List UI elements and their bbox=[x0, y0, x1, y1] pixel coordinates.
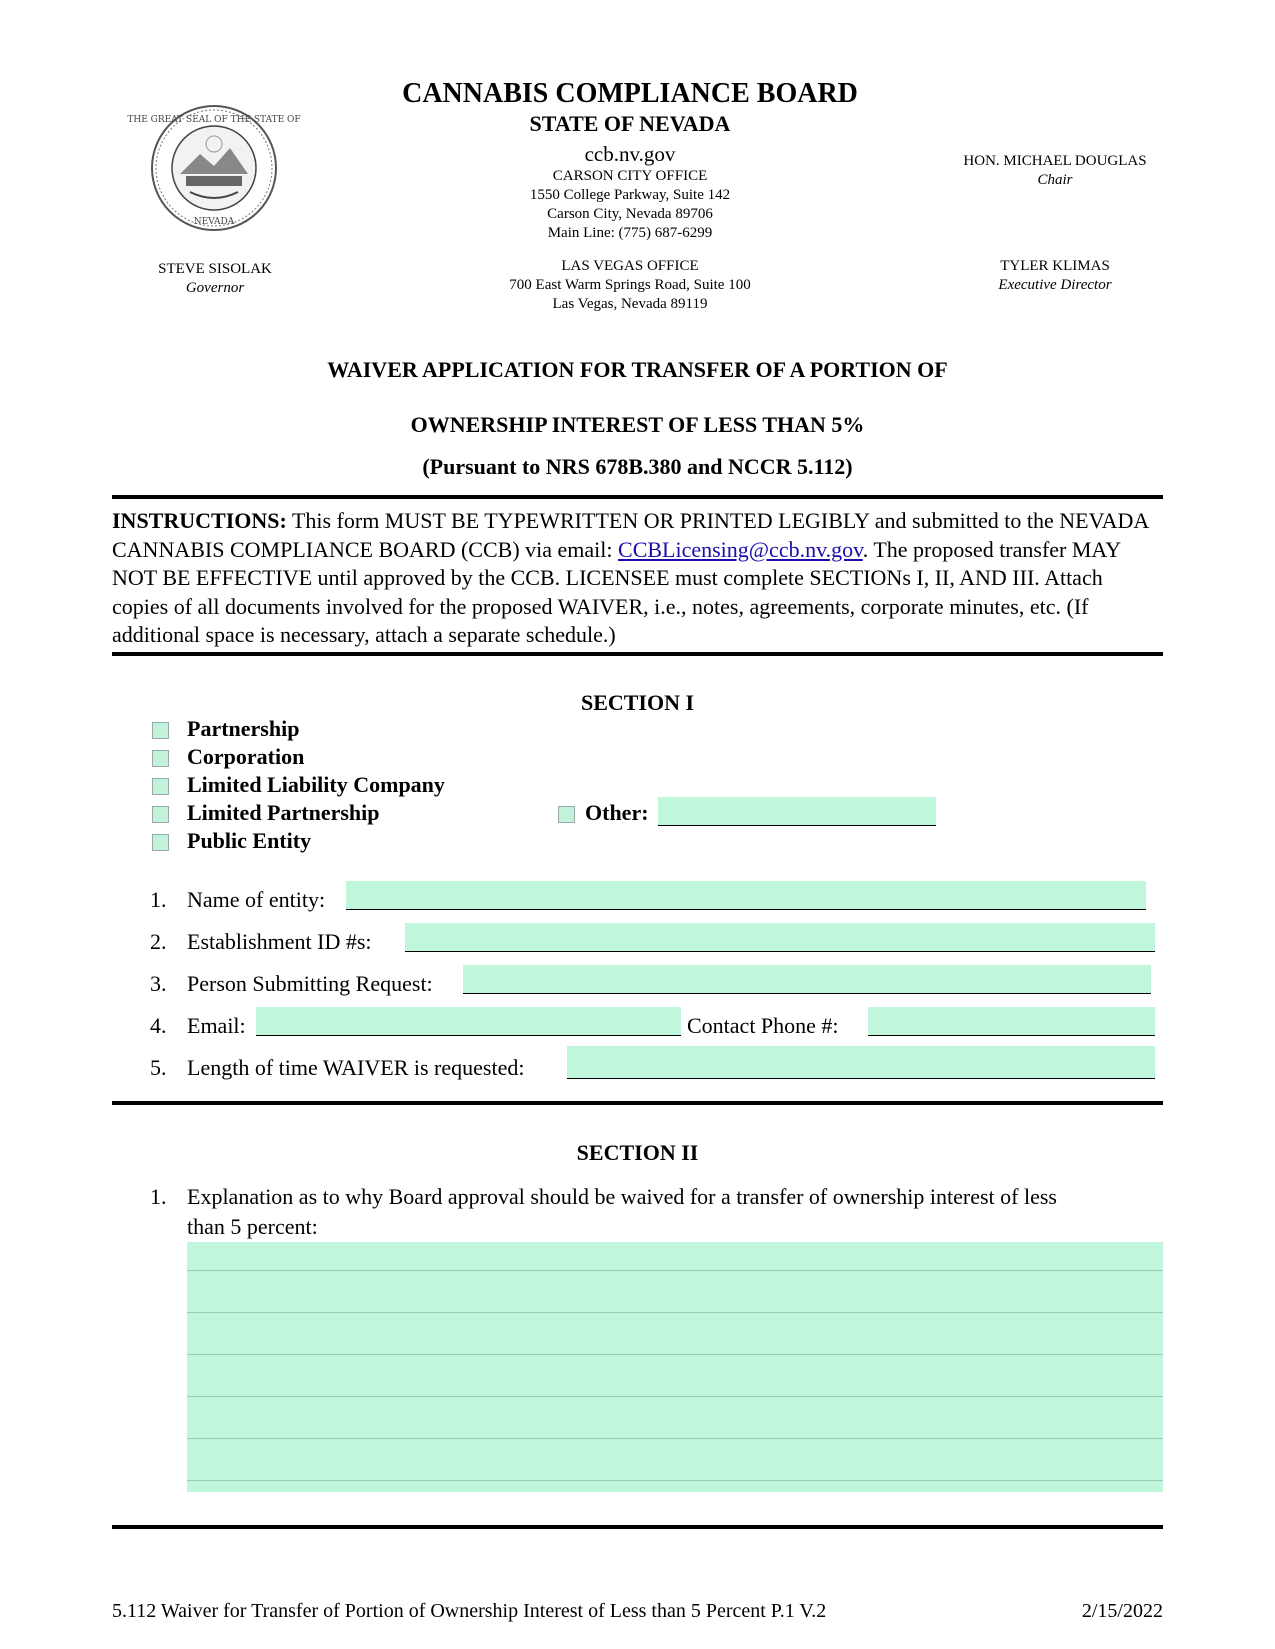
waiver-length-input[interactable] bbox=[567, 1046, 1155, 1079]
corporation-label: Corporation bbox=[187, 744, 305, 769]
state-name: STATE OF NEVADA bbox=[529, 111, 731, 136]
instructions-label: INSTRUCTIONS: bbox=[112, 508, 287, 533]
explanation-textarea[interactable] bbox=[187, 1242, 1163, 1492]
form-title-line1: WAIVER APPLICATION FOR TRANSFER OF A PORTION OF bbox=[327, 357, 948, 382]
establishment-id-label: Establishment ID #s: bbox=[187, 929, 372, 954]
divider bbox=[112, 652, 1163, 656]
contact-phone-label: Contact Phone #: bbox=[687, 1013, 839, 1038]
chair-title: Chair bbox=[1037, 172, 1073, 188]
field1-number: 1. bbox=[150, 887, 167, 912]
establishment-id-input[interactable] bbox=[405, 923, 1155, 952]
public-entity-checkbox[interactable] bbox=[152, 834, 169, 851]
form-title-line2: OWNERSHIP INTEREST OF LESS THAN 5% bbox=[410, 412, 865, 437]
entity-name-label: Name of entity: bbox=[187, 887, 326, 912]
lv-office-address1: 700 East Warm Springs Road, Suite 100 bbox=[509, 277, 751, 293]
lv-office-address2: Las Vegas, Nevada 89119 bbox=[552, 296, 708, 312]
governor-name: STEVE SISOLAK bbox=[158, 261, 272, 277]
carson-office-phone: Main Line: (775) 687-6299 bbox=[547, 225, 713, 241]
other-label: Other: bbox=[585, 800, 649, 825]
director-title: Executive Director bbox=[998, 277, 1112, 293]
corporation-checkbox[interactable] bbox=[152, 750, 169, 767]
footer-form-id: 5.112 Waiver for Transfer of Portion of Ownership Interest of Less than 5 Percent P.1 V.2 bbox=[112, 1600, 827, 1622]
carson-office-title: CARSON CITY OFFICE bbox=[552, 168, 708, 184]
field5-number: 5. bbox=[150, 1055, 167, 1080]
carson-office-address1: 1550 College Parkway, Suite 142 bbox=[529, 187, 731, 203]
svg-text:NEVADA: NEVADA bbox=[193, 217, 235, 227]
public-entity-label: Public Entity bbox=[187, 828, 312, 853]
contact-phone-input[interactable] bbox=[868, 1007, 1155, 1036]
question1-text-line2: than 5 percent: bbox=[187, 1214, 318, 1239]
director-name: TYLER KLIMAS bbox=[1000, 258, 1110, 274]
governor-title: Governor bbox=[185, 280, 245, 296]
question1-text-line1: Explanation as to why Board approval should be waived for a transfer of ownership interest of less bbox=[187, 1184, 1057, 1209]
other-checkbox[interactable] bbox=[558, 806, 575, 823]
limited-partnership-label: Limited Partnership bbox=[187, 800, 380, 825]
ccb-email-link[interactable]: CCBLicensing@ccb.nv.gov bbox=[618, 536, 863, 562]
divider bbox=[112, 1101, 1163, 1105]
field4-number: 4. bbox=[150, 1013, 167, 1038]
carson-office-address2: Carson City, Nevada 89706 bbox=[547, 206, 713, 222]
instructions bbox=[112, 507, 1163, 650]
instructions-text-1: This form MUST BE TYPEWRITTEN OR PRINTED LEGIBLY and submitted to the NEVADA CANNABIS COMPLIANCE BOARD (CCB) via email: bbox=[112, 508, 1149, 562]
chair-name: HON. MICHAEL DOUGLAS bbox=[963, 153, 1147, 169]
llc-label: Limited Liability Company bbox=[187, 772, 445, 797]
limited-partnership-checkbox[interactable] bbox=[152, 806, 169, 823]
form-title-line3: (Pursuant to NRS 678B.380 and NCCR 5.112) bbox=[422, 454, 853, 479]
other-input[interactable] bbox=[658, 797, 936, 826]
lv-office-title: LAS VEGAS OFFICE bbox=[561, 258, 699, 274]
email-label: Email: bbox=[187, 1013, 246, 1038]
website: ccb.nv.gov bbox=[584, 142, 676, 166]
llc-checkbox[interactable] bbox=[152, 778, 169, 795]
divider bbox=[112, 1525, 1163, 1529]
divider bbox=[112, 495, 1163, 499]
entity-name-input[interactable] bbox=[346, 881, 1146, 910]
person-submitting-input[interactable] bbox=[463, 965, 1151, 994]
partnership-label: Partnership bbox=[187, 716, 300, 741]
question1-number: 1. bbox=[150, 1184, 167, 1209]
waiver-length-label: Length of time WAIVER is requested: bbox=[187, 1055, 525, 1080]
partnership-checkbox[interactable] bbox=[152, 722, 169, 739]
nevada-state-seal-icon bbox=[127, 104, 301, 232]
instructions-text-2: . The proposed transfer MAY NOT BE EFFECTIVE until approved by the CCB. LICENSEE must complete SECTIONs I, II, AND III. Attach copies of all documents involved for the proposed WAIVER, i.e., notes, agreements, corporate minutes, etc. (If additional space is necessary, attach a separate schedule.) bbox=[112, 536, 1121, 647]
field3-number: 3. bbox=[150, 971, 167, 996]
person-submitting-label: Person Submitting Request: bbox=[187, 971, 433, 996]
field2-number: 2. bbox=[150, 929, 167, 954]
board-name: CANNABIS COMPLIANCE BOARD bbox=[402, 78, 858, 109]
svg-text:THE GREAT SEAL OF THE STATE OF: THE GREAT SEAL OF THE STATE OF bbox=[127, 115, 301, 125]
email-input[interactable] bbox=[256, 1007, 681, 1036]
section1-heading: SECTION I bbox=[580, 690, 695, 715]
section2-heading: SECTION II bbox=[576, 1140, 699, 1165]
footer-date: 2/15/2022 bbox=[1081, 1600, 1163, 1622]
